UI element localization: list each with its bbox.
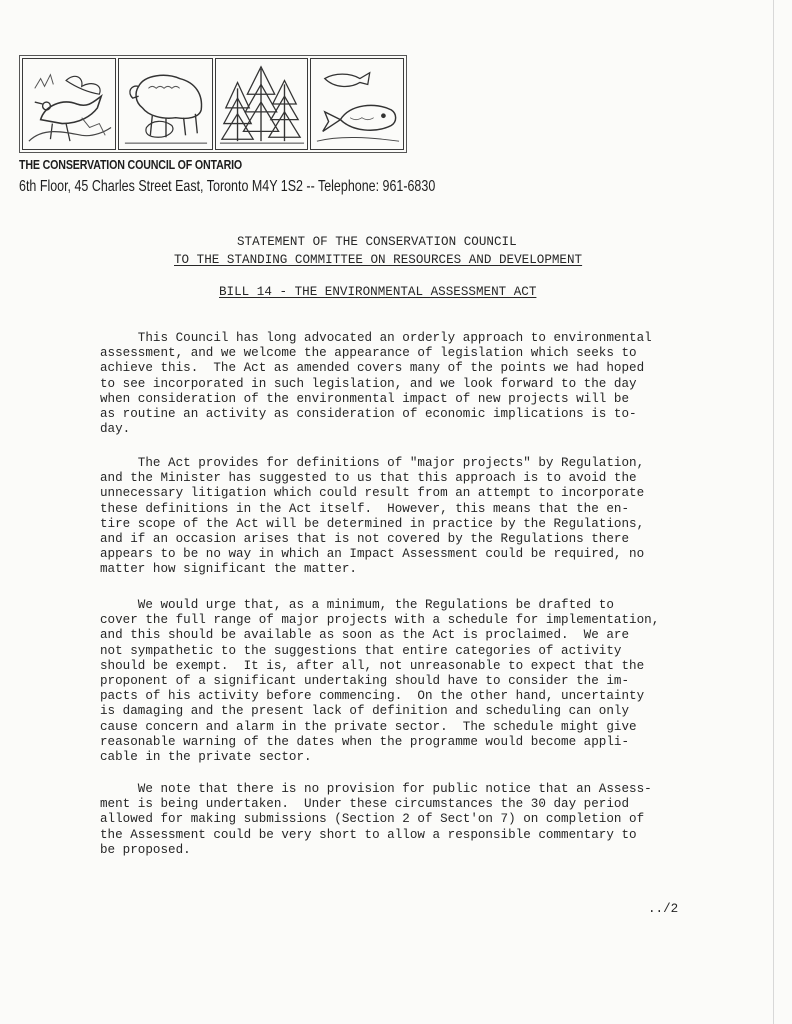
organization-name: THE CONSERVATION COUNCIL OF ONTARIO	[19, 157, 243, 172]
bird-icon	[22, 58, 116, 150]
sheep-icon	[118, 58, 213, 150]
paragraph: We note that there is no provision for public notice that an Assess- ment is being undertaken. Under these circumstances the 30 day period allowed for making submissions (Section 2 of Sect'on 7) on completion of the Assessment could be very short to allow a responsible commentary to be proposed.	[100, 782, 652, 857]
paragraph: This Council has long advocated an orderly approach to environmental assessment, and we welcome the appearance of legislation which seeks to achieve this. The Act as amended covers many of the points we had hoped to see incorporated in such legislation, and we look forward to the day when consideration of the environmental impact of new projects will be as routine an activity as consideration of economic implications is to- day.	[100, 331, 652, 437]
paragraph: We would urge that, as a minimum, the Regulations be drafted to cover the full range of major projects with a schedule for implementation, and this should be available as soon as the Act is proclaimed. We are not sympathetic to the suggestions that entire categories of activity should be exempt. It is, after all, not unreasonable to expect that the proponent of a significant undertaking should have to consider the im- pacts of his activity before commencing. On the other hand, uncertainty is damaging and the present lack of definition and scheduling can only cause concern and alarm in the private sector. The schedule might give reasonable warning of the dates when the programme would become appli- cable in the private sector.	[100, 598, 660, 765]
organization-address: 6th Floor, 45 Charles Street East, Toronto M4Y 1S2 -- Telephone: 961-6830	[19, 178, 436, 195]
trees-icon	[215, 58, 308, 150]
bill-title: BILL 14 - THE ENVIRONMENTAL ASSESSMENT ACT	[219, 285, 537, 299]
statement-title: STATEMENT OF THE CONSERVATION COUNCIL	[237, 235, 517, 249]
paragraph: The Act provides for definitions of "major projects" by Regulation, and the Minister has suggested to us that this approach is to avoid the unnecessary litigation which could result from an attempt to incorporate these definitions in the Act itself. However, this means that the en- tire scope of the Act will be determined in practice by the Regulations, and if an occasion arises that is not covered by the Regulations there appears to be no way in which an Impact Assessment could be required, no matter how significant the matter.	[100, 456, 645, 577]
statement-recipient: TO THE STANDING COMMITTEE ON RESOURCES AND DEVELOPMENT	[174, 253, 583, 267]
letterhead-illustration	[19, 55, 407, 153]
scan-edge-line	[773, 0, 774, 1024]
page-continuation-marker: ../2	[648, 902, 679, 916]
fish-icon	[310, 58, 404, 150]
